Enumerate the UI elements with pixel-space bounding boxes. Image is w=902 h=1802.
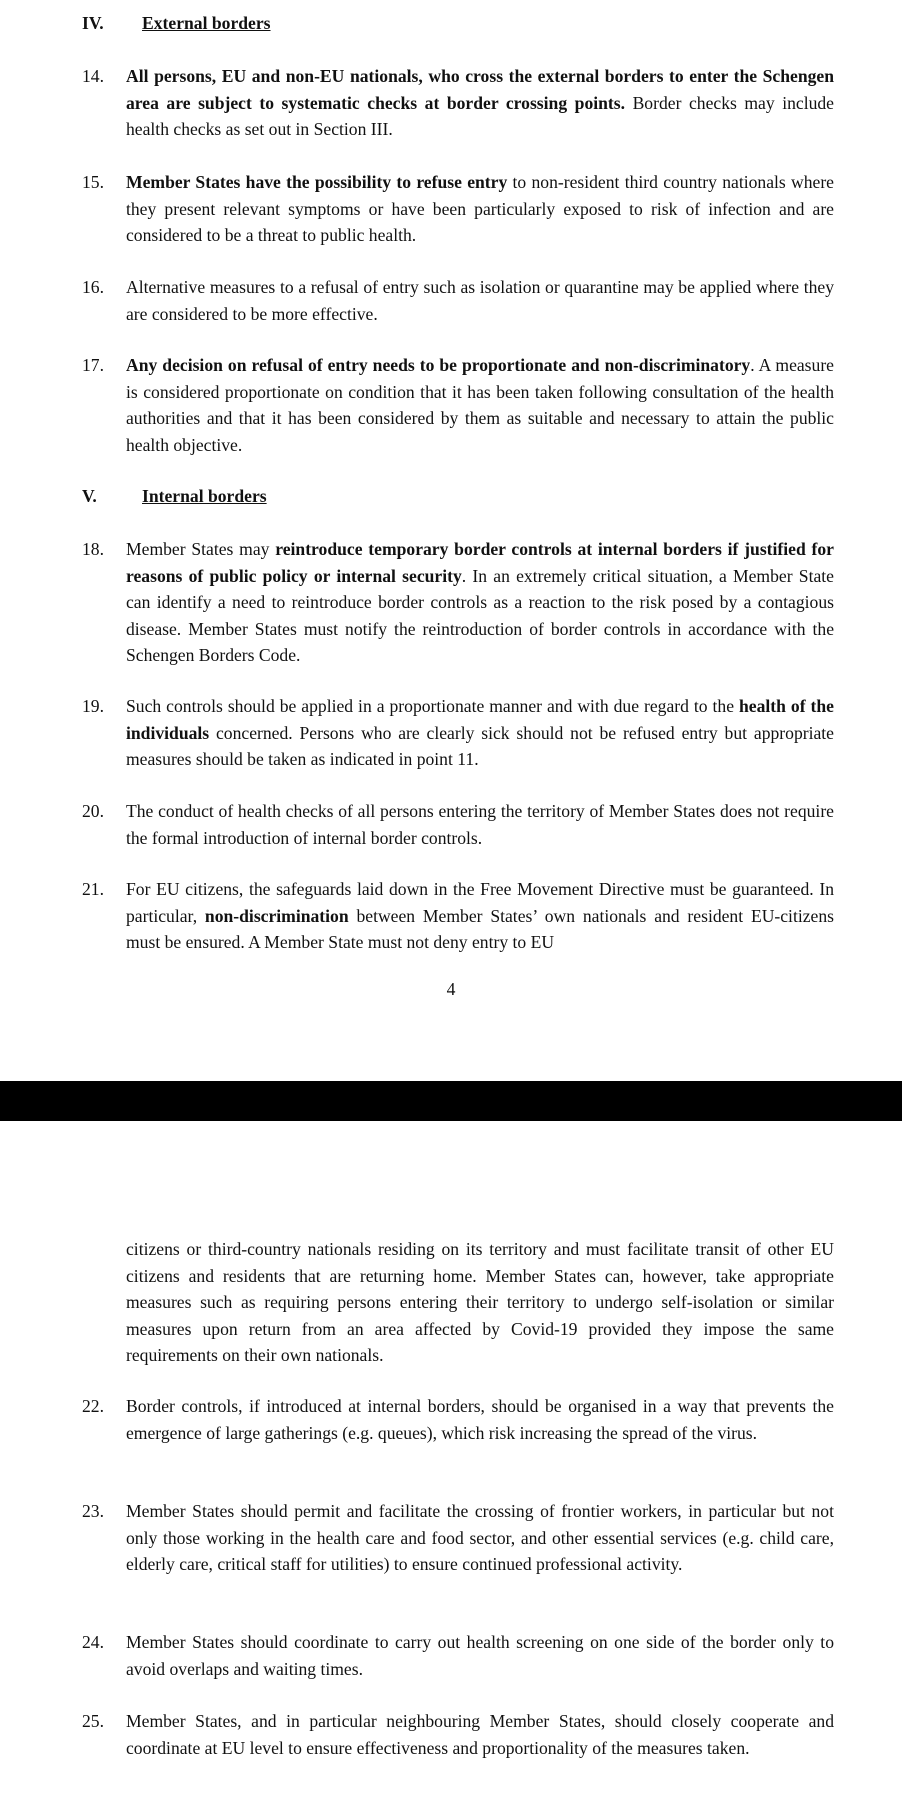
paragraph-number: 20. [82,801,104,821]
bold-text: reintroduce temporary border controls at internal borders if justified for reasons of public policy or internal security [126,539,834,586]
body-text: concerned. Persons who are clearly sick should not be refused entry but appropriate measures should be taken as indicated in point 11. [126,722,834,769]
body-text: . In an extremely critical situation, a Member State can identify a need to reintroduce border controls as a reaction to the risk posed by a contagious disease. Member States must notify the reintroduction of border controls in accordance with the Schengen Borders Code. [126,565,834,665]
body-text: Alternative measures to a refusal of entry such as isolation or quarantine may be applied where they are considered to be more effective. [126,277,834,324]
paragraph-number: 23. [82,1501,104,1521]
body-text: Member States may [126,539,276,559]
paragraph-17 [82,352,834,458]
section-number: IV. [82,13,104,33]
body-text: between Member States’ own nationals and resident EU-citizens must be ensured. A Member State must not deny entry to EU [126,905,834,952]
paragraph-16 [82,274,834,327]
document-page-5 [0,1120,902,1802]
body-text: Member States, and in particular neighbouring Member States, should closely cooperate and coordinate at EU level to ensure effectiveness and proportionality of the measures taken. [126,1711,834,1758]
bold-text: health of the individuals [126,696,834,743]
paragraph-18 [82,536,834,669]
body-text: Border controls, if introduced at internal borders, should be organised in a way that prevents the emergence of large gatherings (e.g. queues), which risk increasing the spread of the virus. [126,1396,834,1443]
paragraph-number: 19. [82,696,104,716]
paragraph-24 [82,1629,834,1682]
paragraph-number: 25. [82,1711,104,1731]
section-title: External borders [142,13,271,33]
bold-text: All persons, EU and non-EU nationals, who cross the external borders to enter the Schengen area are subject to systematic checks at border crossing points. [126,66,834,113]
bold-text: non-discrimination [204,905,349,926]
paragraph-19 [82,693,834,773]
bold-text: Member States have the possibility to refuse entry [126,172,508,192]
paragraph-number: 14. [82,66,104,86]
section-title: Internal borders [142,486,267,506]
paragraph-number: 22. [82,1396,104,1416]
paragraph-number: 24. [82,1632,104,1652]
page-divider [0,1081,902,1121]
body-text: Such controls should be applied in a proportionate manner and with due regard to the [126,696,740,716]
section-heading-iv [82,10,271,37]
body-text: For EU citizens, the safeguards laid down in the Free Movement Directive must be guaranteed. In particular, [126,879,834,926]
body-text: citizens or third-country nationals residing on its territory and must facilitate transit of other EU citizens and residents that are returning home. Member States can, however, take appropriate measures such as requiring persons entering their territory to undergo self-isolation or similar measures upon return from an area affected by Covid-19 provided they impose the same requirements on their own nationals. [126,1239,834,1365]
page-number: 4 [446,979,456,999]
paragraph-23 [82,1498,834,1578]
body-text: The conduct of health checks of all persons entering the territory of Member States does not require the formal introduction of internal border controls. [126,801,834,848]
paragraph-22 [82,1393,834,1446]
paragraph-21-continued [82,1236,834,1369]
section-heading-v [82,483,267,510]
paragraph-number: 18. [82,539,104,559]
paragraph-number: 21. [82,879,104,899]
paragraph-21 [82,876,834,956]
paragraph-15 [82,169,834,249]
body-text: . A measure is considered proportionate on condition that it has been taken following consultation of the health authorities and that it has been considered by them as suitable and necessary to attain the public health objective. [126,355,834,455]
body-text: Member States should coordinate to carry out health screening on one side of the border only to avoid overlaps and waiting times. [126,1632,834,1679]
bold-text: Any decision on refusal of entry needs to be proportionate and non-discriminatory [126,355,751,375]
paragraph-20 [82,798,834,851]
body-text: to non-resident third country nationals where they present relevant symptoms or have been particularly exposed to risk of infection and are considered to be a threat to public health. [126,172,834,245]
paragraph-14 [82,63,834,143]
paragraph-25 [82,1708,834,1761]
paragraph-number: 16. [82,277,104,297]
body-text: Border checks may include health checks as set out in Section III. [126,92,834,139]
section-number: V. [82,486,97,506]
paragraph-number: 15. [82,172,104,192]
body-text: Member States should permit and facilitate the crossing of frontier workers, in particular but not only those working in the health care and food sector, and other essential services (e.g. child care, elderly care, critical staff for utilities) to ensure continued professional activity. [126,1501,834,1574]
paragraph-number: 17. [82,355,104,375]
